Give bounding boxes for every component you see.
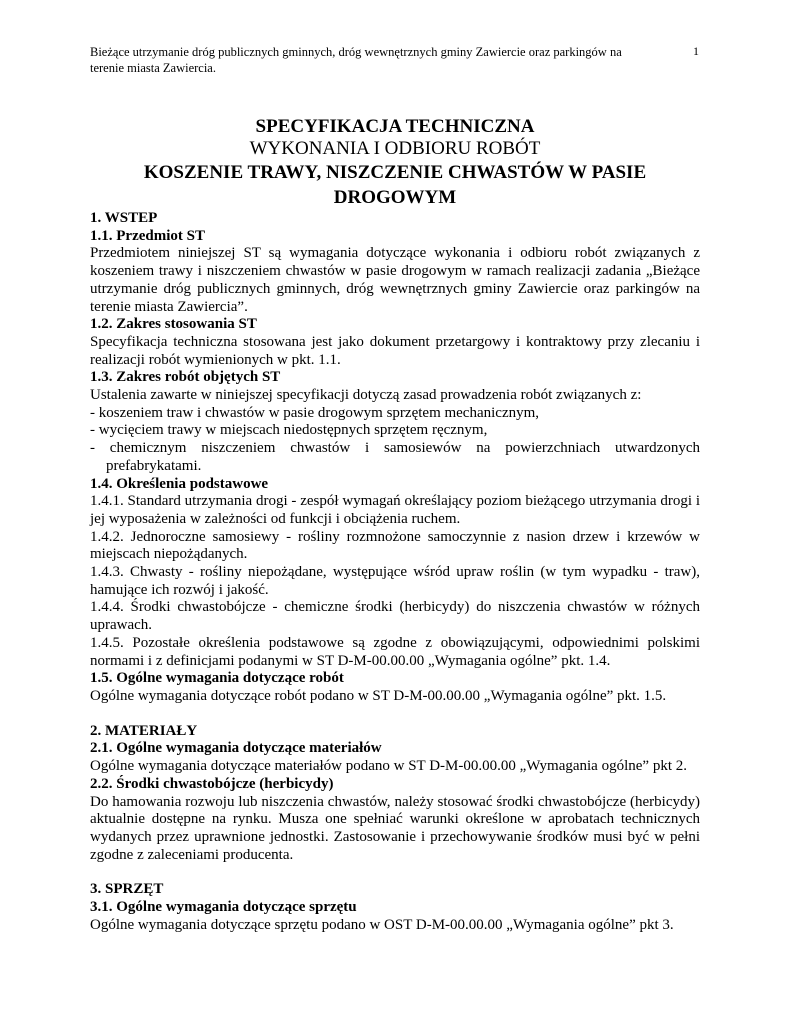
section-2-heading: 2. MATERIAŁY <box>90 722 198 739</box>
list-item: - koszeniem traw i chwastów w pasie drogowym sprzętem mechanicznym, <box>90 404 540 421</box>
section-1-1-heading: 1.1. Przedmiot ST <box>90 227 205 244</box>
section-2-1-text: Ogólne wymagania dotyczące materiałów podano w ST D-M-00.00.00 „Wymagania ogólne” pkt 2. <box>90 758 687 775</box>
running-header: Bieżące utrzymanie dróg publicznych gminnych, dróg wewnętrznych gminy Zawiercie oraz parkingów na terenie miasta Zawiercia. <box>90 45 622 75</box>
spacer <box>90 706 700 723</box>
section-1-4-heading: 1.4. Określenia podstawowe <box>90 475 269 492</box>
list-item: - chemicznym niszczeniem chwastów i samosiewów na powierzchniach utwardzonych prefabrykatami. <box>90 440 700 474</box>
document-body <box>90 116 700 934</box>
document-title <box>90 116 700 210</box>
section-3-1-text: Ogólne wymagania dotyczące sprzętu podano w OST D-M-00.00.00 „Wymagania ogólne” pkt 3. <box>90 916 674 933</box>
section-2-2-heading: 2.2. Środki chwastobójcze (herbicydy) <box>90 775 334 792</box>
definition-item: 1.4.4. Środki chwastobójcze - chemiczne środki (herbicydy) do niszczenia chwastów w różnych uprawach. <box>90 599 700 634</box>
title-line-1: SPECYFIKACJA TECHNICZNA <box>255 116 535 137</box>
section-2-2-text: Do hamowania rozwoju lub niszczenia chwastów, należy stosować środki chwastobójcze (herbicydy) aktualnie dostępne na rynku. Musza one spełniać warunki określone w aprobatach technicznych wydanych przez uprawnione jednostki. Zastosowanie i przechowywanie środków musi być w pełni zgodne z zaleceniami producenta. <box>90 793 700 863</box>
section-1-1-text: Przedmiotem niniejszej ST są wymagania dotyczące wykonania i odbioru robót związanych z koszeniem trawy i niszczeniem chwastów w pasie drogowym w ramach realizacji zadania „Bieżące utrzymanie dróg publicznych gminnych, dróg wewnętrznych gminy Zawiercie oraz parkingów na terenie miasta Zawiercia”. <box>90 245 700 315</box>
list-item: - wycięciem trawy w miejscach niedostępnych sprzętem ręcznym, <box>90 422 488 439</box>
section-1-3-heading: 1.3. Zakres robót objętych ST <box>90 369 281 386</box>
definition-item: 1.4.1. Standard utrzymania drogi - zespół wymagań określający poziom bieżącego utrzymania drogi i jej wyposażenia w zależności od funkcji i obciążenia ruchem. <box>90 493 700 527</box>
section-1-2-text: Specyfikacja techniczna stosowana jest jako dokument przetargowy i kontraktowy przy zlecaniu i realizacji robót wymienionych w pkt. 1.1. <box>90 333 700 368</box>
spacer <box>90 864 700 881</box>
section-2-1-heading: 2.1. Ogólne wymagania dotyczące materiałów <box>90 740 382 757</box>
title-line-2: WYKONANIA I ODBIORU ROBÓT <box>249 138 541 159</box>
section-1-heading: 1. WSTEP <box>90 210 158 226</box>
title-line-3: KOSZENIE TRAWY, NISZCZENIE CHWASTÓW W PASIE DROGOWYM <box>143 162 647 208</box>
definition-item: 1.4.2. Jednoroczne samosiewy - rośliny rozmnożone samoczynnie z nasion drzew i krzewów w miejscach niepożądanych. <box>90 528 700 563</box>
definition-item: 1.4.5. Pozostałe określenia podstawowe są zgodne z obowiązującymi, odpowiednimi polskimi normami i z definicjami podanymi w ST D-M-00.00.00 „Wymagania ogólne” pkt. 1.4. <box>90 634 700 669</box>
section-1-2-heading: 1.2. Zakres stosowania ST <box>90 316 257 333</box>
section-1-3-intro: Ustalenia zawarte w niniejszej specyfikacji dotyczą zasad prowadzenia robót związanych z: <box>90 387 642 404</box>
section-3-heading: 3. SPRZĘT <box>90 881 164 898</box>
section-3-1-heading: 3.1. Ogólne wymagania dotyczące sprzętu <box>90 899 357 916</box>
definition-item: 1.4.3. Chwasty - rośliny niepożądane, występujące wśród upraw roślin (w tym wypadku - traw), hamujące ich rozwój i jakość. <box>90 564 700 598</box>
page-number: 1 <box>693 44 699 58</box>
section-1-5-heading: 1.5. Ogólne wymagania dotyczące robót <box>90 670 344 687</box>
section-1-5-text: Ogólne wymagania dotyczące robót podano w ST D-M-00.00.00 „Wymagania ogólne” pkt. 1.5. <box>90 687 667 704</box>
